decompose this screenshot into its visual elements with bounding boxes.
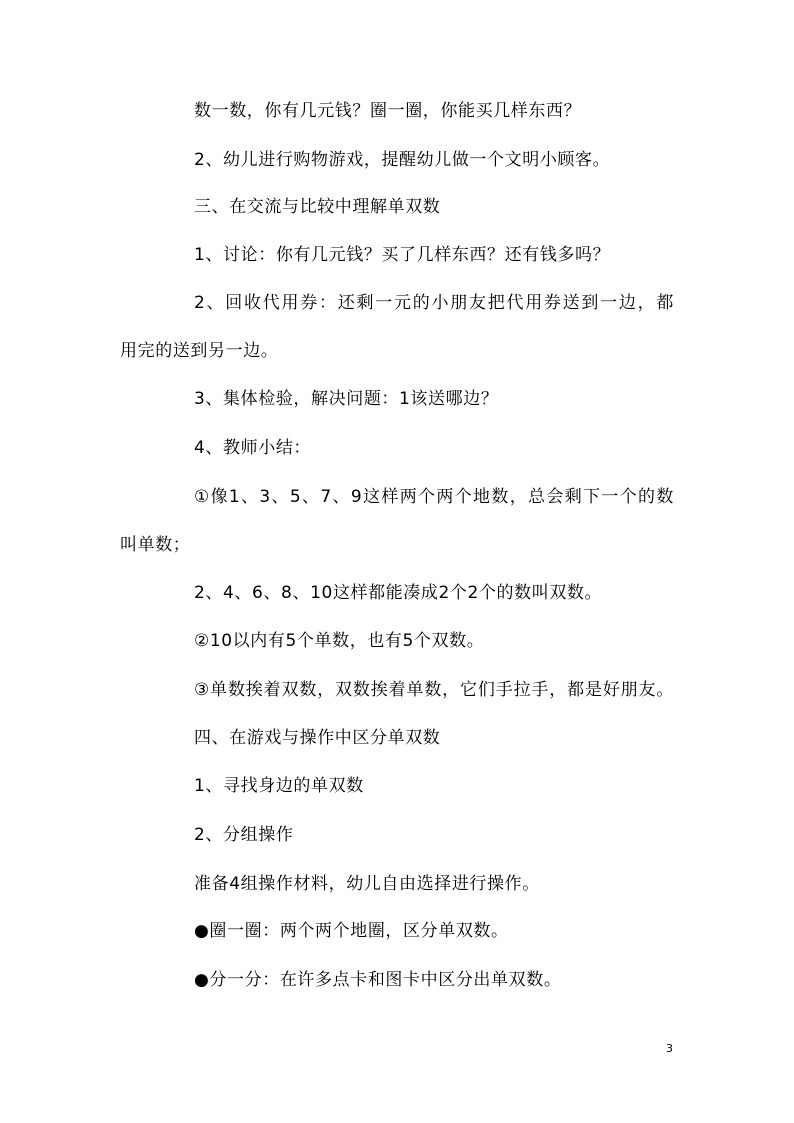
text-line: ①像1、3、5、7、9这样两个两个地数，总会剩下一个的数 [194,487,674,507]
text-line: 2、幼儿进行购物游戏，提醒幼儿做一个文明小顾客。 [194,150,611,170]
text-line: 1、寻找身边的单双数 [194,776,364,796]
text-line: 2、4、6、8、10这样都能凑成2个2个的数叫双数。 [194,583,603,603]
bullet-item: ●圈一圈：两个两个地圈，区分单双数。 [194,921,509,941]
bullet-item: ●分一分：在许多点卡和图卡中区分出单双数。 [194,970,562,990]
text-line: 准备4组操作材料，幼儿自由选择进行操作。 [194,874,540,894]
section-heading: 三、在交流与比较中理解单双数 [194,197,441,217]
text-line: 4、教师小结： [194,438,312,458]
page-number: 3 [666,1042,673,1055]
text-line: 数一数，你有几元钱？圈一圈，你能买几样东西？ [194,101,582,121]
text-line: 用完的送到另一边。 [120,341,279,361]
text-line: 1、讨论：你有几元钱？买了几样东西？还有钱多吗？ [194,245,611,265]
text-line: 2、分组操作 [194,825,294,845]
text-line: 2、回收代用券：还剩一元的小朋友把代用券送到一边，都 [194,293,674,313]
text-line: ②10以内有5个单数，也有5个双数。 [194,631,485,651]
text-line: 3、集体检验，解决问题：1该送哪边？ [194,389,499,409]
section-heading: 四、在游戏与操作中区分单双数 [194,728,441,748]
text-line: 叫单数； [120,535,191,555]
text-line: ③单数挨着双数，双数挨着单数，它们手拉手，都是好朋友。 [194,680,674,700]
